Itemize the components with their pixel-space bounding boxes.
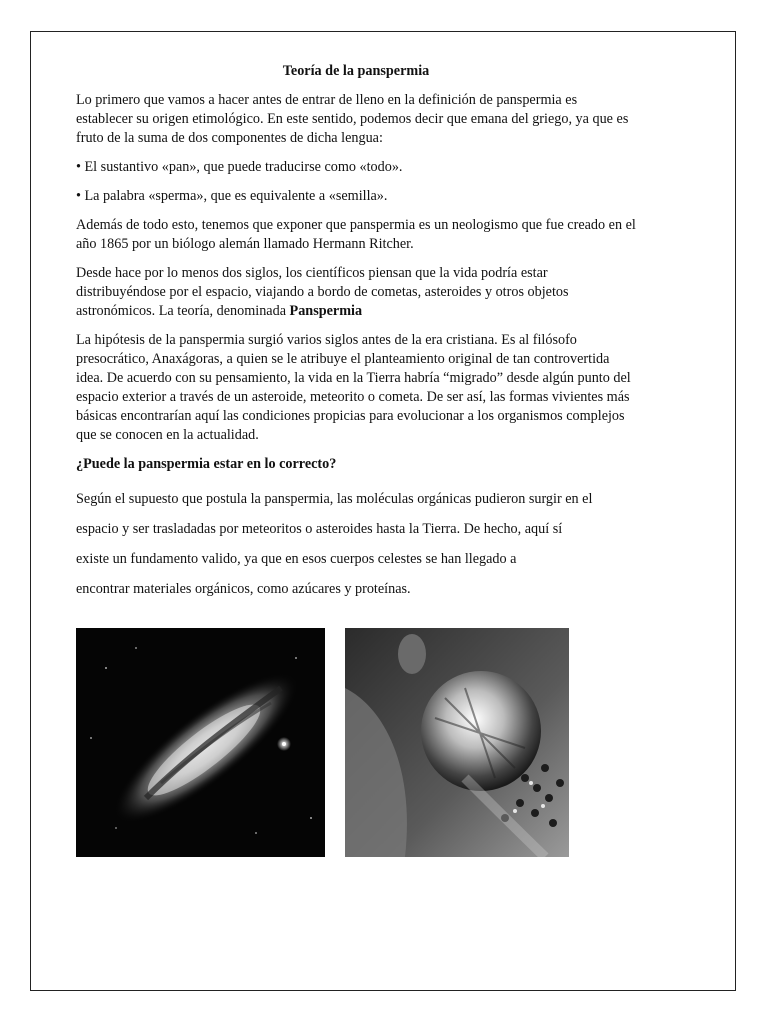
paragraph-centuries-text: Desde hace por lo menos dos siglos, los científicos piensan que la vida podría estar distribuyéndose por el espacio, viajando a bordo de cometas, asteroides y otros objetos astronómicos. La teoría, denominada: [76, 265, 569, 319]
section-subheading: ¿Puede la panspermia estar en lo correcto?: [76, 456, 337, 472]
document-title: Teoría de la panspermia: [282, 63, 430, 79]
organic-line-3: existe un fundamento valido, ya que en esos cuerpos celestes se han llegado a: [76, 551, 517, 567]
galaxy-illustration: [76, 628, 325, 857]
image-row: [76, 628, 636, 857]
paragraph-hypothesis: La hipótesis de la panspermia surgió varios siglos antes de la era cristiana. Es al filósofo presocrático, Anaxágoras, a quien se le atribuye el planteamiento original de tan controvertida idea. De acuerdo con su pensamiento, la vida en la Tierra habría “migrado” desde algún punto del espacio exterior a través de un asteroide, meteorito o cometa. De ser así, las formas vivientes más básicas encontrarían aquí las condiciones propicias para evolucionar a los organismos complejos que se conocen en la actualidad.: [76, 332, 631, 443]
panspermia-bold: Panspermia: [289, 303, 363, 319]
meteorite-illustration: [345, 628, 569, 857]
paragraph-neologism: Además de todo esto, tenemos que exponer que panspermia es un neologismo que fue creado en el año 1865 por un biólogo alemán llamado Hermann Ritcher.: [76, 217, 636, 252]
document-body: [76, 62, 636, 610]
galaxy-image: [76, 628, 325, 857]
bullet-pan: • El sustantivo «pan», que puede traducirse como «todo».: [76, 159, 403, 175]
meteorite-image: [345, 628, 569, 857]
organic-line-4: encontrar materiales orgánicos, como azúcares y proteínas.: [76, 581, 411, 597]
organic-line-1: Según el supuesto que postula la panspermia, las moléculas orgánicas pudieron surgir en el: [76, 491, 593, 507]
paragraph-organic: [76, 490, 636, 599]
organic-line-2: espacio y ser trasladadas por meteoritos o asteroides hasta la Tierra. De hecho, aquí sí: [76, 521, 563, 537]
paragraph-etymology: Lo primero que vamos a hacer antes de entrar de lleno en la definición de panspermia es establecer su origen etimológico. En este sentido, podemos decir que emana del griego, ya que es fruto de la suma de dos componentes de dicha lengua:: [76, 92, 629, 146]
bullet-sperma: • La palabra «sperma», que es equivalente a «semilla».: [76, 188, 388, 204]
paragraph-centuries: [76, 264, 636, 321]
